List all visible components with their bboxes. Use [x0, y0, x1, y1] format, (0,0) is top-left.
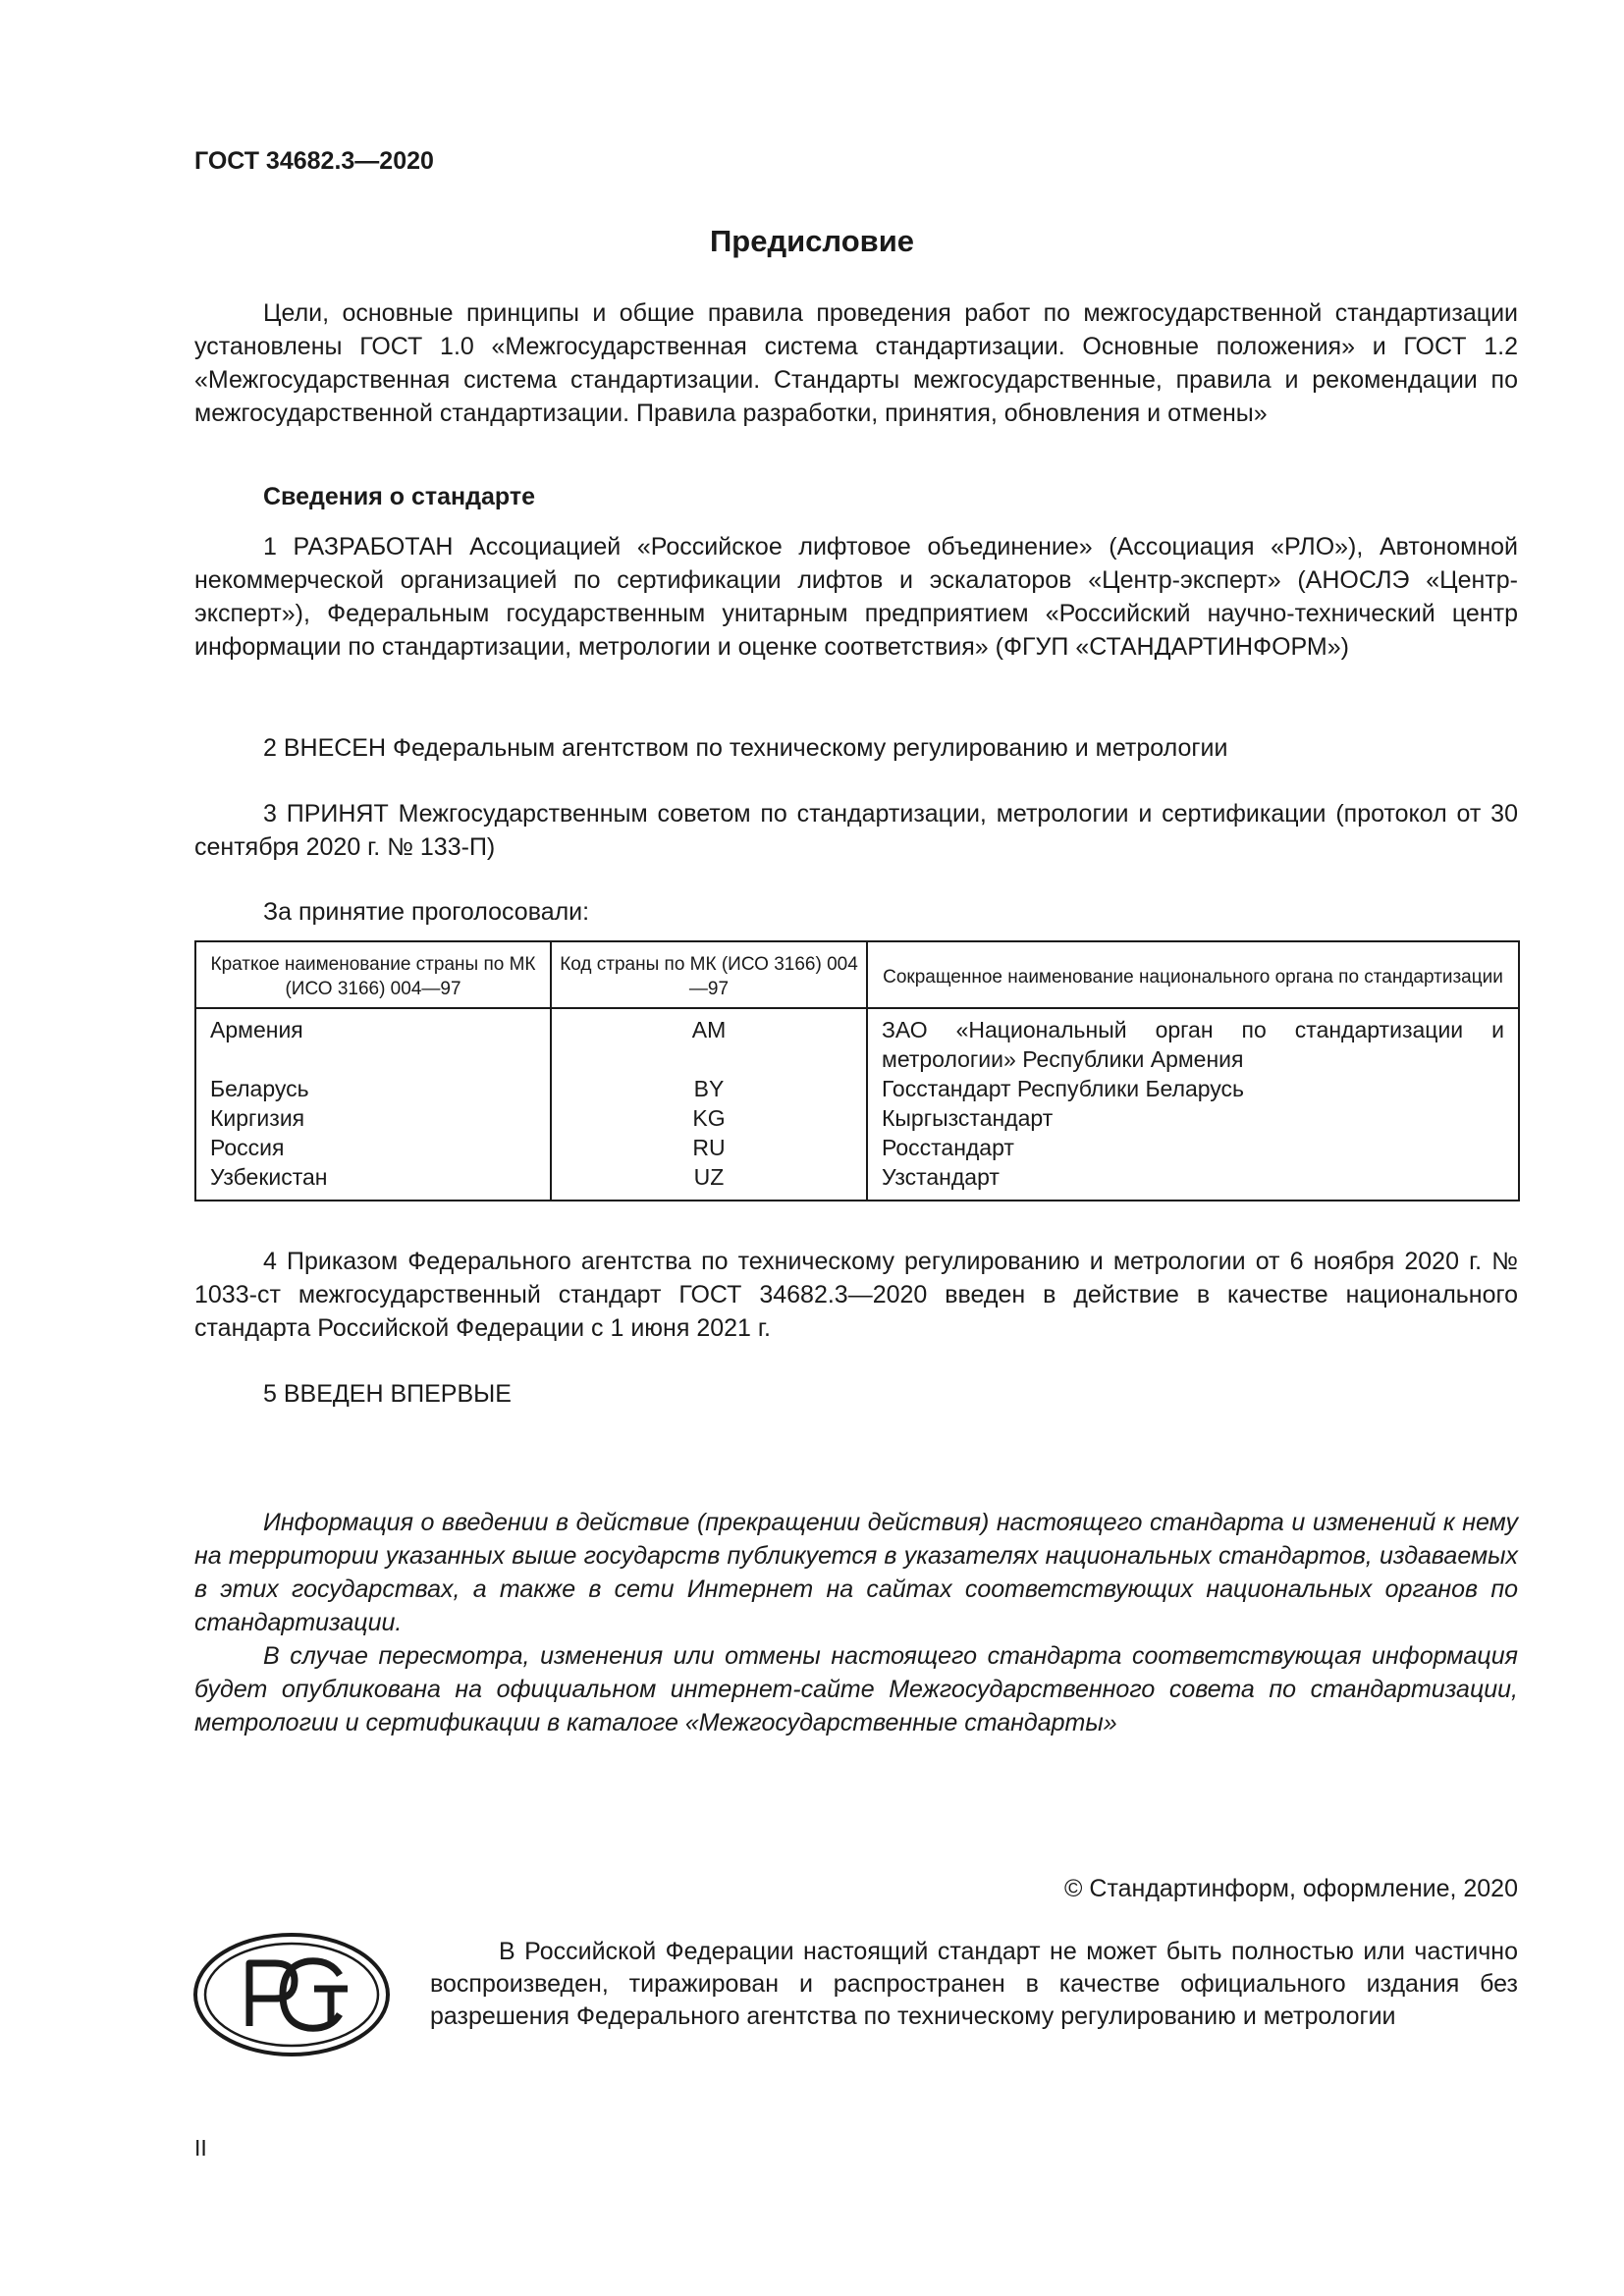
standards-body-cell: Узстандарт	[867, 1162, 1519, 1201]
document-code: ГОСТ 34682.3—2020	[194, 147, 434, 175]
country-code-cell: UZ	[551, 1162, 867, 1201]
voting-countries-table	[194, 940, 1520, 1201]
rst-certification-logo-icon	[192, 1932, 391, 2057]
header-country-code: Код страны по МК (ИСО 3166) 004—97	[551, 941, 867, 1008]
table-row	[195, 1008, 1519, 1074]
section-heading: Сведения о стандарте	[263, 483, 536, 510]
standards-body-cell: Росстандарт	[867, 1133, 1519, 1162]
country-name-cell: Россия	[195, 1133, 551, 1162]
header-country-name: Краткое наименование страны по МК (ИСО 3166) 004—97	[195, 941, 551, 1008]
table-row	[195, 1133, 1519, 1162]
country-code-cell: AM	[551, 1008, 867, 1074]
info-paragraph-2: В случае пересмотра, изменения или отмены настоящего стандарта соответствующая информация будет опубликована на официальном интернет-сайте Межгосударственного совета по стандартизации, метрологии и сертификации в каталоге «Межгосударственные стандарты»	[194, 1642, 1518, 1736]
reproduction-notice: В Российской Федерации настоящий стандарт не может быть полностью или частично воспроизведен, тиражирован и распространен в качестве официального издания без разрешения Федерального агентства по техническому регулированию и метрологии	[430, 1938, 1518, 2030]
page-number: II	[194, 2135, 207, 2161]
item-introduced: 2 ВНЕСЕН Федеральным агентством по техническому регулированию и метрологии	[263, 734, 1228, 762]
table-row	[195, 1162, 1519, 1201]
country-code-cell: RU	[551, 1133, 867, 1162]
header-standards-body: Сокращенное наименование национального органа по стандартизации	[867, 941, 1519, 1008]
standards-body-cell: ЗАО «Национальный орган по стандартизации и метрологии» Республики Армения	[867, 1008, 1519, 1074]
item-adopted: 3 ПРИНЯТ Межгосударственным советом по стандартизации, метрологии и сертификации (протокол от 30 сентября 2020 г. № 133-П)	[194, 800, 1518, 861]
country-name-cell: Киргизия	[195, 1103, 551, 1133]
country-name-cell: Армения	[195, 1008, 551, 1074]
standards-body-cell: Кыргызстандарт	[867, 1103, 1519, 1133]
country-name-cell: Узбекистан	[195, 1162, 551, 1201]
standards-body-cell: Госстандарт Республики Беларусь	[867, 1074, 1519, 1103]
country-code-cell: BY	[551, 1074, 867, 1103]
intro-paragraph: Цели, основные принципы и общие правила проведения работ по межгосударственной стандартизации установлены ГОСТ 1.0 «Межгосударственная система стандартизации. Основные положения» и ГОСТ 1.2 «Межгосударственная система стандартизации. Стандарты межгосударственные, правила и рекомендации по межгосударственной стандартизации. Правила разработки, принятия, обновления и отмены»	[194, 299, 1518, 427]
item-developed: 1 РАЗРАБОТАН Ассоциацией «Российское лифтовое объединение» (Ассоциация «РЛО»), Автономной некоммерческой организацией по сертификации лифтов и эскалаторов «Центр-эксперт» (АНОСЛЭ «Центр-эксперт»), Федеральным государственным унитарным предприятием «Российский научно-технический центр информации по стандартизации, метрологии и оценке соответствия» (ФГУП «СТАНДАРТИНФОРМ»)	[194, 533, 1518, 661]
country-code-cell: KG	[551, 1103, 867, 1133]
page-title: Предисловие	[709, 224, 914, 258]
voted-label: За принятие проголосовали:	[263, 898, 590, 926]
table-header-row	[195, 941, 1519, 1008]
item-order: 4 Приказом Федерального агентства по техническому регулированию и метрологии от 6 ноября 2020 г. № 1033-ст межгосударственный стандарт ГОСТ 34682.3—2020 введен в действие в качестве национального стандарта Российской Федерации с 1 июня 2021 г.	[194, 1248, 1518, 1342]
country-name-cell: Беларусь	[195, 1074, 551, 1103]
info-paragraph-1: Информация о введении в действие (прекращении действия) настоящего стандарта и изменений к нему на территории указанных выше государств публикуется в указателях национальных стандартов, издаваемых в этих государствах, а также в сети Интернет на сайтах соответствующих национальных органов по стандартизации.	[194, 1509, 1518, 1636]
table-row	[195, 1074, 1519, 1103]
item-first-time: 5 ВВЕДЕН ВПЕРВЫЕ	[263, 1380, 512, 1408]
copyright-notice: © Стандартинформ, оформление, 2020	[1064, 1875, 1518, 1902]
table-row	[195, 1103, 1519, 1133]
